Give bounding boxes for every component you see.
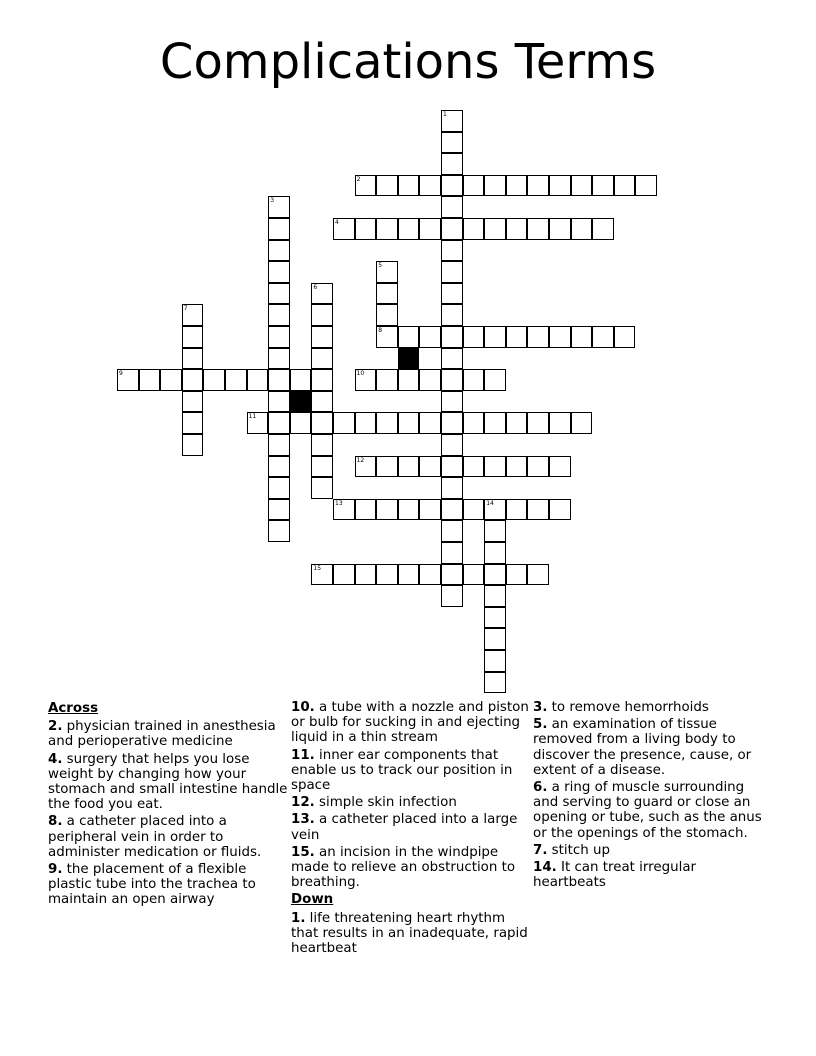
clue-number: 3 — [270, 197, 275, 205]
grid-cell[interactable] — [527, 564, 549, 586]
grid-cell[interactable] — [441, 261, 463, 283]
grid-cell[interactable] — [311, 304, 333, 326]
grid-cell[interactable] — [268, 456, 290, 478]
clue-text: an incision in the windpipe made to relieve an obstruction to breathing. — [291, 844, 516, 891]
grid-cell[interactable] — [484, 672, 506, 694]
grid-cell[interactable] — [441, 456, 463, 478]
clue-number: 14 — [486, 499, 494, 507]
clue-number: 5 — [378, 262, 383, 270]
clue-number-label: 13. — [291, 812, 315, 828]
clue-text: surgery that helps you lose weight by changing how your stomach and small intestine handle the food you eat. — [48, 751, 288, 813]
grid-cell[interactable] — [290, 412, 312, 434]
clue-item — [291, 911, 531, 957]
grid-cell[interactable] — [441, 304, 463, 326]
grid-cell[interactable] — [311, 326, 333, 348]
grid-cell[interactable] — [419, 564, 441, 586]
grid-cell[interactable] — [441, 326, 463, 348]
grid-cell[interactable] — [441, 240, 463, 262]
grid-cell[interactable] — [484, 369, 506, 391]
grid-cell[interactable] — [592, 175, 614, 197]
grid-cell[interactable] — [203, 369, 225, 391]
grid-cell[interactable] — [419, 456, 441, 478]
grid-cell[interactable] — [311, 391, 333, 413]
grid-cell[interactable] — [398, 369, 420, 391]
grid-cell[interactable] — [527, 499, 549, 521]
grid-cell[interactable] — [398, 326, 420, 348]
grid-cell[interactable] — [484, 607, 506, 629]
grid-cell[interactable] — [398, 175, 420, 197]
clue-number: 12 — [356, 456, 365, 464]
grid-cell[interactable] — [268, 499, 290, 521]
grid-cell[interactable] — [376, 175, 398, 197]
grid-cell[interactable] — [355, 499, 377, 521]
clue-item — [533, 700, 773, 715]
grid-cell[interactable] — [182, 434, 204, 456]
clue-item — [48, 862, 288, 908]
black-square — [290, 391, 312, 413]
grid-cell[interactable] — [355, 218, 377, 240]
grid-cell[interactable] — [376, 499, 398, 521]
grid-cell[interactable] — [182, 304, 204, 326]
clue-item — [533, 860, 773, 890]
grid-cell[interactable] — [182, 326, 204, 348]
grid-cell[interactable] — [441, 196, 463, 218]
clue-number-label: 3. — [533, 700, 548, 715]
clue-number-label: 2. — [48, 719, 63, 735]
grid-cell[interactable] — [571, 326, 593, 348]
clue-text: to remove hemorrhoids — [547, 700, 709, 715]
grid-cell[interactable] — [484, 542, 506, 564]
grid-cell[interactable] — [311, 434, 333, 456]
grid-cell[interactable] — [419, 499, 441, 521]
grid-cell[interactable] — [441, 520, 463, 542]
grid-cell[interactable] — [506, 456, 528, 478]
grid-cell[interactable] — [441, 542, 463, 564]
grid-cell[interactable] — [506, 499, 528, 521]
grid-cell[interactable] — [333, 412, 355, 434]
grid-cell[interactable] — [441, 391, 463, 413]
grid-cell[interactable] — [441, 564, 463, 586]
grid-cell[interactable] — [139, 369, 161, 391]
clue-column-1 — [48, 700, 288, 910]
grid-cell[interactable] — [527, 175, 549, 197]
grid-cell[interactable] — [398, 564, 420, 586]
clue-number: 11 — [248, 413, 257, 421]
grid-cell[interactable] — [549, 412, 571, 434]
grid-cell[interactable] — [441, 283, 463, 305]
grid-cell[interactable] — [463, 412, 485, 434]
grid-cell[interactable] — [355, 369, 377, 391]
grid-cell[interactable] — [311, 348, 333, 370]
grid-cell[interactable] — [290, 369, 312, 391]
clue-number: 4 — [335, 219, 339, 226]
grid-cell[interactable] — [506, 175, 528, 197]
grid-cell[interactable] — [355, 456, 377, 478]
grid-cell[interactable] — [376, 412, 398, 434]
grid-cell[interactable] — [398, 412, 420, 434]
grid-cell[interactable] — [376, 564, 398, 586]
clue-number-label: 12. — [291, 795, 315, 811]
clue-number-label: 6. — [533, 780, 548, 796]
clue-item — [291, 748, 531, 794]
grid-cell[interactable] — [311, 456, 333, 478]
grid-cell[interactable] — [311, 412, 333, 434]
clue-text: an examination of tissue removed from a living body to discover the presence, cause, or extent of a disease. — [533, 717, 752, 778]
grid-cell[interactable] — [311, 369, 333, 391]
grid-cell[interactable] — [527, 218, 549, 240]
grid-cell[interactable] — [441, 153, 463, 175]
grid-cell[interactable] — [441, 132, 463, 154]
grid-cell[interactable] — [419, 412, 441, 434]
grid-cell[interactable] — [463, 499, 485, 521]
grid-cell[interactable] — [441, 175, 463, 197]
puzzle-title: Complications Terms — [159, 34, 657, 90]
across-clue-list-1 — [48, 719, 288, 907]
grid-cell[interactable] — [268, 240, 290, 262]
grid-cell[interactable] — [484, 218, 506, 240]
grid-cell[interactable] — [376, 369, 398, 391]
grid-cell[interactable] — [484, 564, 506, 586]
grid-cell[interactable] — [268, 477, 290, 499]
clue-number-label: 11. — [291, 747, 315, 763]
grid-cell[interactable] — [441, 412, 463, 434]
grid-cell[interactable] — [333, 499, 355, 521]
grid-cell[interactable] — [614, 326, 636, 348]
grid-cell[interactable] — [182, 369, 204, 391]
grid-cell[interactable] — [355, 175, 377, 197]
clue-number: 8 — [378, 327, 383, 334]
grid-cell[interactable] — [463, 326, 485, 348]
grid-cell[interactable] — [571, 218, 593, 240]
clue-number: 10 — [356, 370, 365, 378]
grid-cell[interactable] — [527, 326, 549, 348]
grid-cell[interactable] — [484, 326, 506, 348]
grid-cell[interactable] — [225, 369, 247, 391]
grid-cell[interactable] — [268, 369, 290, 391]
down-clue-list-2 — [533, 700, 773, 890]
grid-cell[interactable] — [268, 326, 290, 348]
clue-number-label: 10. — [291, 700, 315, 715]
grid-cell[interactable] — [398, 218, 420, 240]
grid-cell[interactable] — [592, 326, 614, 348]
grid-cell[interactable] — [268, 412, 290, 434]
grid-cell[interactable] — [506, 218, 528, 240]
grid-cell[interactable] — [419, 326, 441, 348]
clue-text: a tube with a nozzle and piston or bulb for sucking in and ejecting liquid in a thin stream — [291, 700, 529, 746]
grid-cell[interactable] — [484, 499, 506, 521]
clue-item — [533, 780, 773, 841]
clue-text: a catheter placed into a large vein — [291, 812, 518, 843]
grid-cell[interactable] — [182, 391, 204, 413]
grid-cell[interactable] — [268, 261, 290, 283]
clue-column-3 — [533, 700, 773, 892]
grid-cell[interactable] — [268, 520, 290, 542]
grid-cell[interactable] — [441, 434, 463, 456]
grid-cell[interactable] — [419, 369, 441, 391]
grid-cell[interactable] — [527, 456, 549, 478]
clue-number-label: 15. — [291, 844, 315, 860]
clue-number: 1 — [443, 111, 447, 118]
grid-cell[interactable] — [398, 499, 420, 521]
grid-cell[interactable] — [376, 261, 398, 283]
clue-number: 6 — [313, 283, 318, 291]
clue-item — [533, 843, 773, 858]
grid-cell[interactable] — [268, 434, 290, 456]
clue-text: the placement of a flexible plastic tube into the trachea to maintain an open airway — [48, 862, 256, 908]
clue-number: 13 — [335, 499, 343, 507]
clue-item — [291, 845, 531, 891]
clue-number: 9 — [119, 370, 123, 378]
clue-item — [48, 719, 288, 749]
grid-cell[interactable] — [441, 369, 463, 391]
grid-cell[interactable] — [463, 175, 485, 197]
grid-cell[interactable] — [441, 585, 463, 607]
grid-cell[interactable] — [247, 412, 269, 434]
clue-item — [291, 795, 531, 810]
grid-cell[interactable] — [398, 456, 420, 478]
grid-cell[interactable] — [571, 412, 593, 434]
clue-number-label: 8. — [48, 814, 63, 830]
grid-cell[interactable] — [549, 175, 571, 197]
grid-cell[interactable] — [355, 564, 377, 586]
grid-cell[interactable] — [376, 304, 398, 326]
grid-cell[interactable] — [182, 348, 204, 370]
grid-cell[interactable] — [484, 175, 506, 197]
grid-cell[interactable] — [419, 218, 441, 240]
grid-cell[interactable] — [376, 326, 398, 348]
grid-cell[interactable] — [484, 412, 506, 434]
grid-cell[interactable] — [182, 412, 204, 434]
clue-text: It can treat irregular heartbeats — [533, 860, 697, 891]
grid-cell[interactable] — [527, 412, 549, 434]
clue-number: 2 — [356, 175, 361, 183]
across-clue-list-2 — [291, 700, 531, 890]
grid-cell[interactable] — [268, 283, 290, 305]
clue-number-label: 14. — [533, 860, 557, 876]
grid-cell[interactable] — [117, 369, 139, 391]
clue-item — [48, 752, 288, 813]
grid-cell[interactable] — [441, 110, 463, 132]
clue-text: a catheter placed into a peripheral vein in order to administer medication or fluids. — [48, 814, 262, 860]
grid-cell[interactable] — [355, 412, 377, 434]
grid-cell[interactable] — [463, 564, 485, 586]
grid-cell[interactable] — [484, 520, 506, 542]
grid-cell[interactable] — [549, 499, 571, 521]
clue-item — [291, 812, 531, 842]
grid-cell[interactable] — [484, 650, 506, 672]
grid-cell[interactable] — [311, 283, 333, 305]
grid-cell[interactable] — [571, 175, 593, 197]
grid-cell[interactable] — [376, 456, 398, 478]
clue-number: 7 — [183, 305, 188, 313]
clue-number-label: 9. — [48, 862, 63, 878]
grid-cell[interactable] — [549, 456, 571, 478]
grid-cell[interactable] — [506, 412, 528, 434]
grid-cell[interactable] — [311, 477, 333, 499]
clue-number-label: 7. — [533, 842, 548, 858]
across-heading: Across — [48, 701, 99, 716]
grid-cell[interactable] — [463, 369, 485, 391]
grid-cell[interactable] — [549, 218, 571, 240]
black-square — [398, 348, 420, 370]
grid-cell[interactable] — [549, 326, 571, 348]
clue-item — [48, 814, 288, 860]
grid-cell[interactable] — [463, 218, 485, 240]
clue-item — [291, 700, 531, 746]
down-heading: Down — [291, 892, 334, 908]
grid-cell[interactable] — [376, 218, 398, 240]
clue-text: life threatening heart rhythm that results in an inadequate, rapid heartbeat — [291, 910, 528, 957]
grid-cell[interactable] — [419, 175, 441, 197]
clue-number-label: 5. — [533, 717, 548, 733]
grid-cell[interactable] — [484, 456, 506, 478]
grid-cell[interactable] — [463, 456, 485, 478]
clue-text: stitch up — [547, 842, 610, 858]
grid-cell[interactable] — [376, 283, 398, 305]
grid-cell[interactable] — [635, 175, 657, 197]
grid-cell[interactable] — [506, 326, 528, 348]
clue-number: 15 — [313, 564, 322, 572]
grid-cell[interactable] — [614, 175, 636, 197]
grid-cell[interactable] — [333, 218, 355, 240]
grid-cell[interactable] — [441, 348, 463, 370]
grid-cell[interactable] — [268, 348, 290, 370]
grid-cell[interactable] — [441, 477, 463, 499]
clue-column-2 — [291, 700, 531, 958]
grid-cell[interactable] — [268, 218, 290, 240]
clue-text: a ring of muscle surrounding and serving to guard or close an opening or tube, such as the anus or the openings of the stomach. — [533, 780, 762, 841]
grid-cell[interactable] — [441, 499, 463, 521]
clue-text: simple skin infection — [314, 795, 457, 811]
grid-cell[interactable] — [311, 564, 333, 586]
grid-cell[interactable] — [268, 391, 290, 413]
grid-cell[interactable] — [160, 369, 182, 391]
clue-item — [533, 717, 773, 778]
grid-cell[interactable] — [592, 218, 614, 240]
clue-number-label: 4. — [48, 751, 63, 767]
grid-cell[interactable] — [484, 585, 506, 607]
grid-cell[interactable] — [441, 218, 463, 240]
clue-number-label: 1. — [291, 910, 306, 926]
grid-cell[interactable] — [268, 196, 290, 218]
clue-text: physician trained in anesthesia and perioperative medicine — [48, 719, 276, 750]
clue-text: inner ear components that enable us to track our position in space — [291, 747, 513, 794]
grid-cell[interactable] — [333, 564, 355, 586]
grid-cell[interactable] — [484, 628, 506, 650]
down-clue-list-1 — [291, 911, 531, 957]
grid-cell[interactable] — [506, 564, 528, 586]
grid-cell[interactable] — [247, 369, 269, 391]
grid-cell[interactable] — [268, 304, 290, 326]
